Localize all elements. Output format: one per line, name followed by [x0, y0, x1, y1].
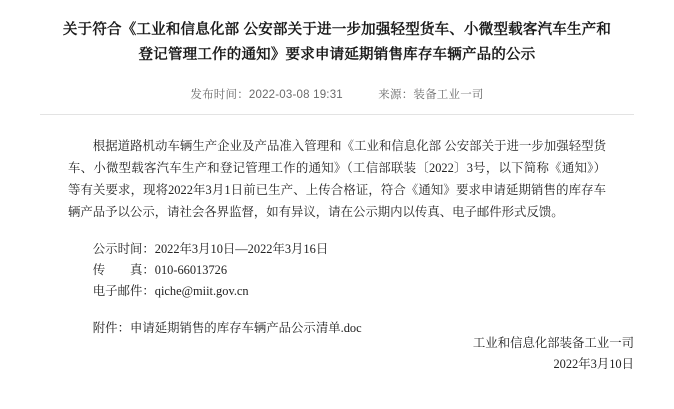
notice-period — [68, 239, 606, 260]
document-meta — [34, 86, 640, 102]
signature-date: 2022年3月10日 — [553, 357, 634, 371]
notice-period-label: 公示时间： — [92, 242, 155, 256]
body-paragraph: 根据道路机动车辆生产企业及产品准入管理和《工业和信息化部 公安部关于进一步加强轻型货车、小微型载客汽车生产和登记管理工作的通知》（工信部联装〔2022〕3号，以下简称《通知》）等有关要求，现将2022年3月1日前已生产、上传合格证，符合《通知》要求申请延期销售的库存车辆产品予以公示，请社会各界监督，如有异议，请在公示期内以传真、电子邮件形式反馈。 — [68, 139, 606, 219]
fax-line — [68, 260, 606, 281]
attachment-link[interactable]: 申请延期销售的库存车辆产品公示清单.doc — [129, 321, 362, 335]
page-title — [42, 18, 632, 68]
document-body — [34, 135, 640, 339]
attachment-label: 附件： — [92, 321, 130, 335]
email-line — [68, 281, 606, 302]
page-title-line-1: 关于符合《工业和信息化部 公安部关于进一步加强轻型货车、小微型载客汽车生产和 — [62, 22, 612, 38]
fax-label: 传 真： — [92, 263, 155, 277]
notice-period-value: 2022年3月10日—2022年3月16日 — [154, 242, 329, 256]
notice-info-block — [68, 239, 606, 302]
publish-time-value: 2022-03-08 19:31 — [248, 89, 343, 101]
signature-org: 工业和信息化部装备工业一司 — [472, 336, 634, 350]
publish-time-label: 发布时间： — [190, 89, 249, 101]
email-label: 电子邮件： — [92, 284, 155, 298]
signature-block — [473, 333, 634, 375]
publish-time — [190, 86, 343, 102]
fax-value: 010-66013726 — [154, 263, 228, 277]
source-value: 装备工业一司 — [413, 89, 484, 101]
email-value: qiche@miit.gov.cn — [154, 284, 249, 298]
page-title-line-2: 登记管理工作的通知》要求申请延期销售库存车辆产品的公示 — [138, 47, 536, 63]
header-divider — [40, 114, 634, 115]
source-label: 来源： — [378, 89, 414, 101]
source — [378, 86, 483, 102]
